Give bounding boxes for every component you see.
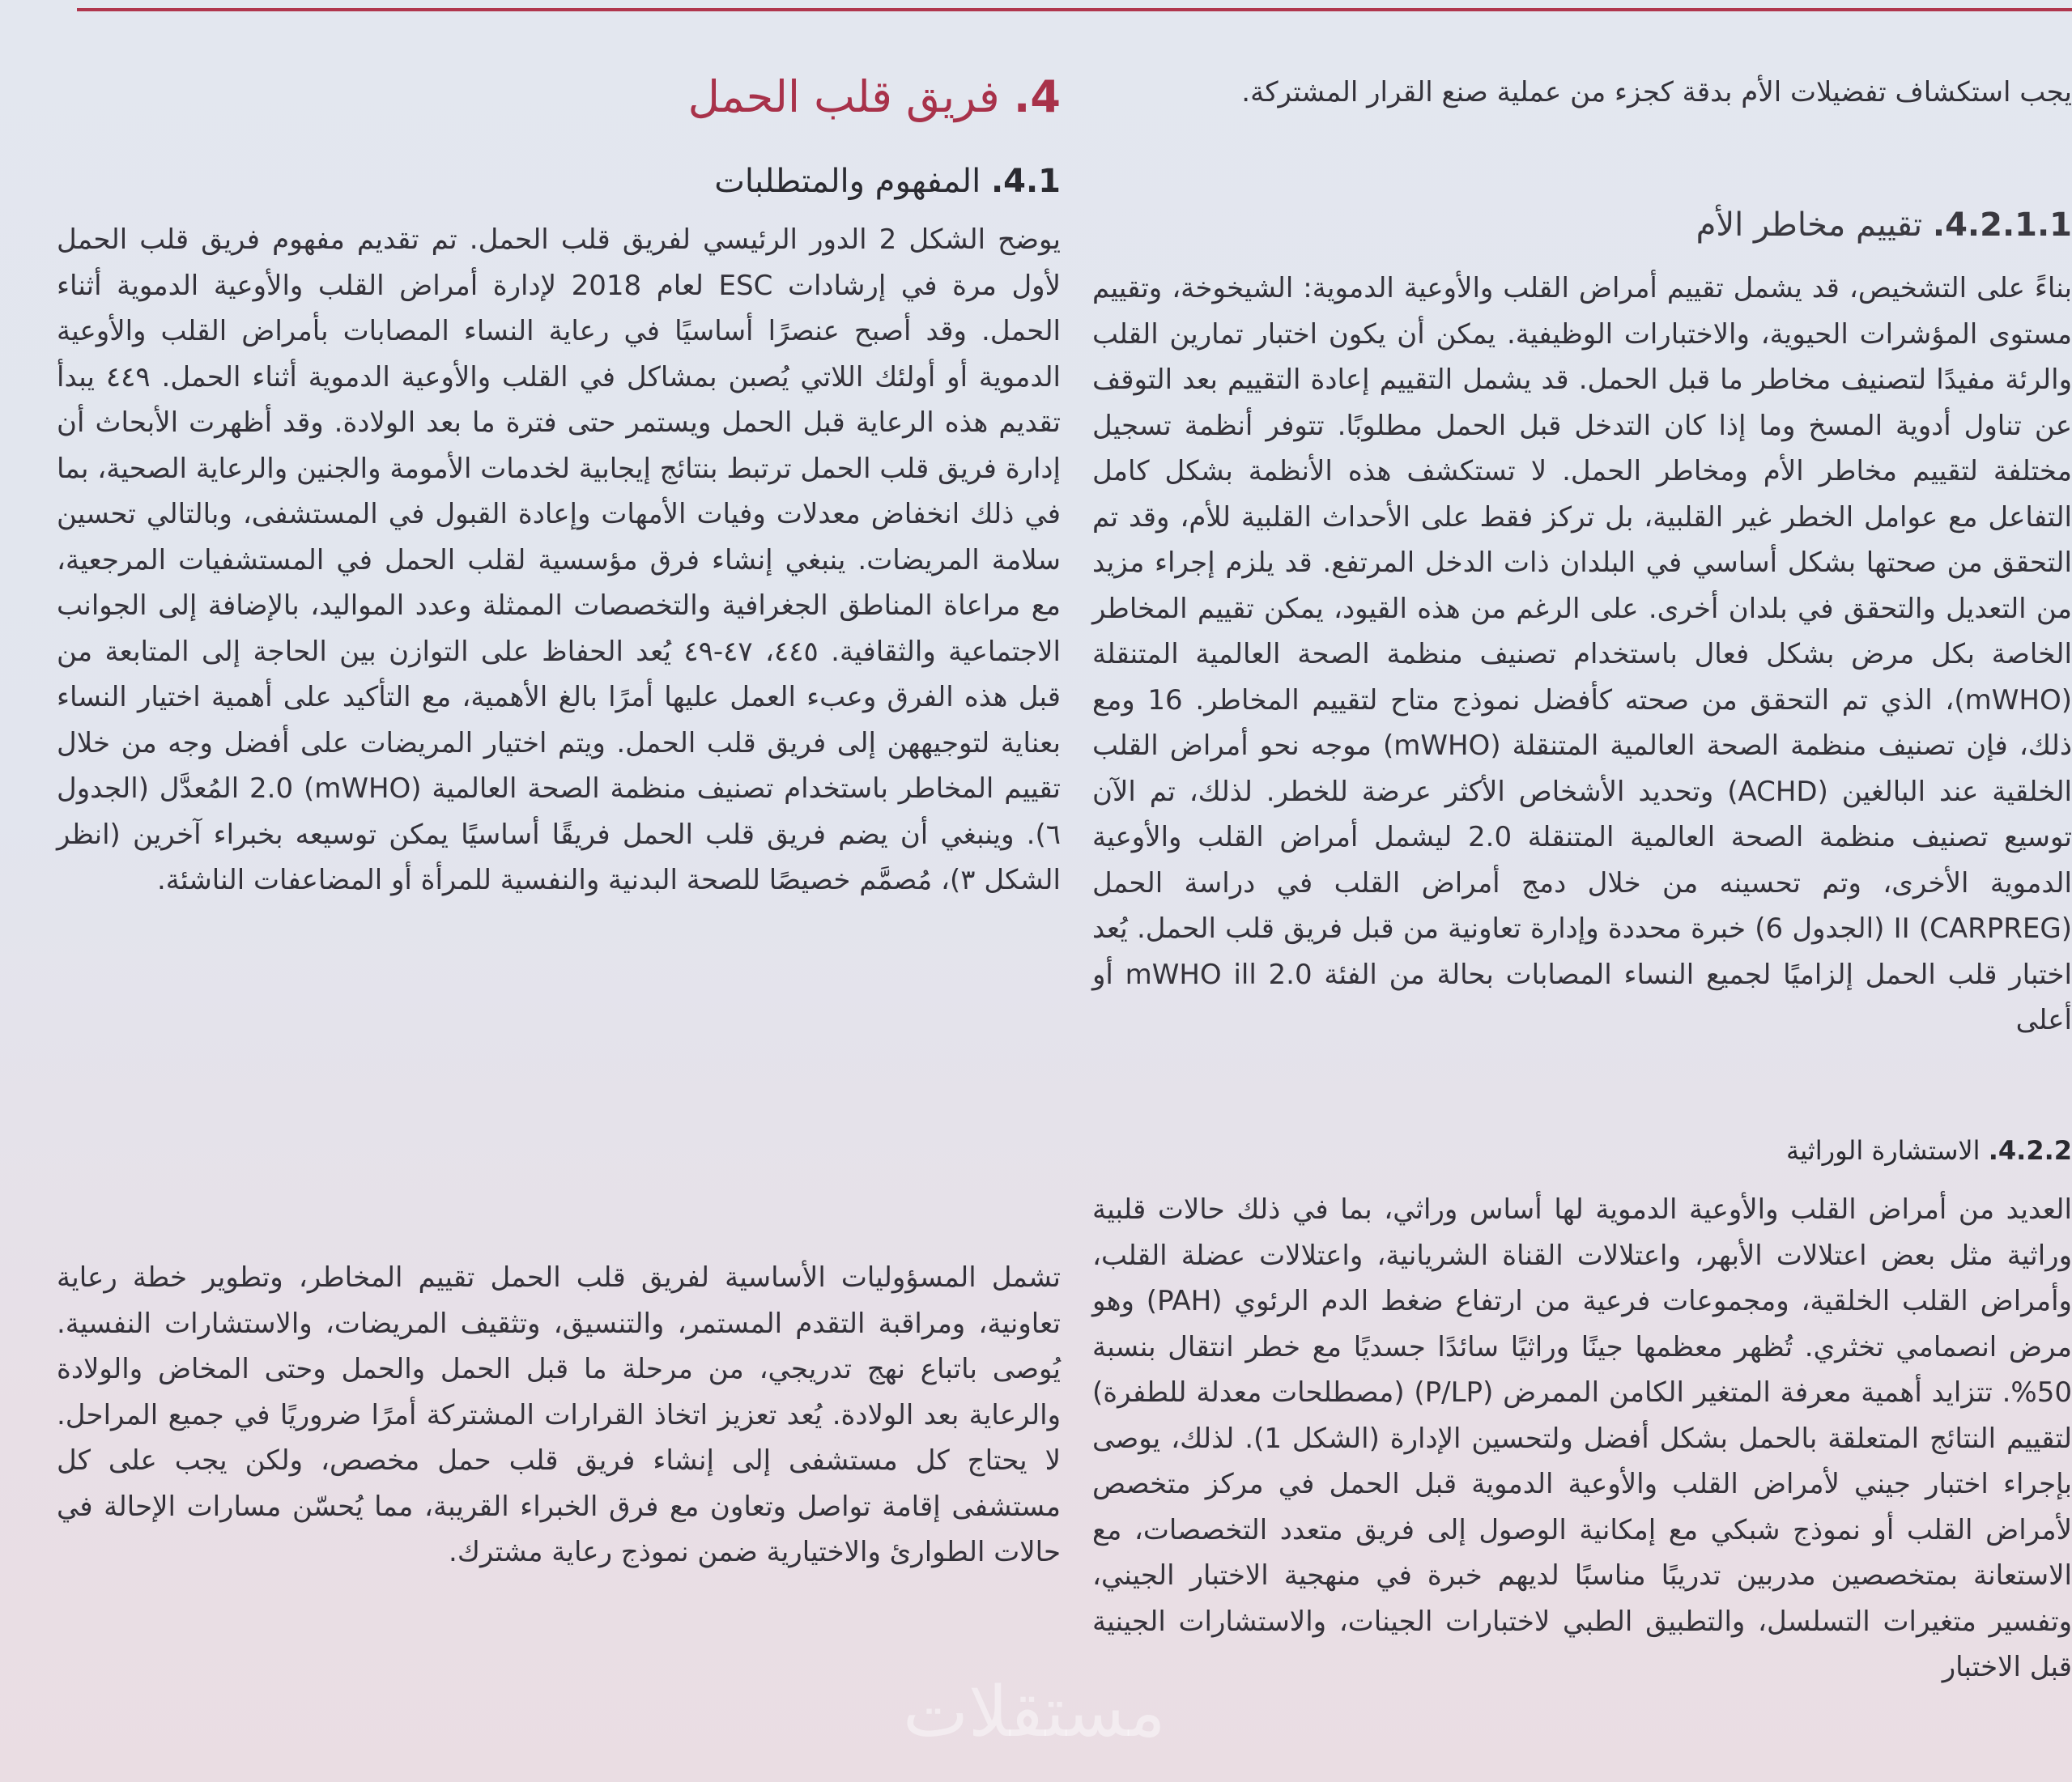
genetic-counselling-paragraph: العديد من أمراض القلب والأوعية الدموية لها أساس وراثي، بما في ذلك حالات قلبية وراثية مثل بعض اعتلالات الأبهر، واعتلالات القناة الشريانية، واعتلالات عضلة القلب، وأمراض القلب الخلقية، ومجموعات فرعية من ارتفاع ضغط الدم الرئوي (PAH) وهو مرض انصمامي تخثري. تُظهر معظمها جينًا وراثيًا سائدًا جسديًا مع خطر انتقال بنسبة 50%. تتزايد أهمية معرفة المتغير الكامن الممرض (P/LP) (مصطلحات معدلة للطفرة) لتقييم النتائج المتعلقة بالحمل بشكل أفضل ولتحسين الإدارة (الشكل 1). لذلك، يوصى بإجراء اختبار جيني لأمراض القلب والأوعية الدموية قبل الحمل في مركز متخصص لأمراض القلب أو نموذج شبكي مع إمكانية الوصول إلى فريق متعدد التخصصات، مع الاستعانة بمتخصصين مدربين تدريبًا مناسبًا لديهم خبرة في منهجية الاختبار الجيني، وتفسير متغيرات التسلسل، والتطبيق الطبي لاختبارات الجينات، والاستشارات الجينية قبل الاختبار bbox=[1092, 1193, 2072, 1683]
concept-paragraph-1: يوضح الشكل 2 الدور الرئيسي لفريق قلب الحمل. تم تقديم مفهوم فريق قلب الحمل لأول مرة في إرشادات ESC لعام 2018 لإدارة أمراض القلب والأوعية الدموية أثناء الحمل. وقد أصبح عنصرًا أساسيًا في رعاية النساء المصابات بأمراض القلب والأوعية الدموية أو أولئك اللاتي يُصبن بمشاكل في القلب والأوعية الدموية أثناء الحمل. ٤٤٩ يبدأ تقديم هذه الرعاية قبل الحمل ويستمر حتى فترة ما بعد الولادة. وقد أظهرت الأبحاث أن إدارة فريق قلب الحمل ترتبط بنتائج إيجابية لخدمات الأمومة والجنين والرعاية الصحية، بما في ذلك انخفاض معدلات وفيات الأمهات وإعادة القبول في المستشفى، وبالتالي تحسين سلامة المريضات. ينبغي إنشاء فرق مؤسسية لقلب الحمل في المستشفيات المرجعية، مع مراعاة المناطق الجغرافية والتخصصات الممثلة وعدد المواليد، بالإضافة إلى الجوانب الاجتماعية والثقافية. ٤٤٥، ٤٧-٤٩ يُعد الحفاظ على التوازن بين الحاجة إلى المتابعة من قبل هذه الفرق وعبء العمل عليها أمرًا بالغ الأهمية، مع التأكيد على أهمية اختيار النساء بعناية لتوجيههن إلى فريق قلب الحمل. ويتم اختيار المريضات على أفضل وجه من خلال تقييم المخاطر باستخدام تصنيف منظمة الصحة العالمية (mWHO) 2.0 المُعدَّل (الجدول ٦). وينبغي أن يضم فريق قلب الحمل فريقًا أساسيًا يمكن توسيعه بخبراء آخرين (انظر الشكل ٣)، مُصمَّم خصيصًا للصحة البدنية والنفسية للمرأة أو المضاعفات الناشئة. bbox=[57, 223, 1062, 896]
concept-paragraph-2: تشمل المسؤوليات الأساسية لفريق قلب الحمل تقييم المخاطر، وتطوير خطة رعاية تعاونية، ومراقبة التقدم المستمر، والتنسيق، وتثقيف المريضات، والاستشارات النفسية. يُوصى باتباع نهج تدريجي، من مرحلة ما قبل الحمل والحمل وحتى المخاض والولادة والرعاية بعد الولادة. يُعد تعزيز اتخاذ القرارات المشتركة أمرًا ضروريًا في جميع المراحل. لا يحتاج كل مستشفى إلى إنشاء فريق قلب حمل مخصص، ولكن يجب على كل مستشفى إقامة تواصل وتعاون مع فرق الخبراء القريبة، مما يُحسّن مسارات الإحالة في حالات الطوارئ والاختيارية ضمن نموذج رعاية مشترك. bbox=[57, 1261, 1061, 1568]
risk-assessment-paragraph: بناءً على التشخيص، قد يشمل تقييم أمراض القلب والأوعية الدموية: الشيخوخة، وتقييم مستوى المؤشرات الحيوية، والاختبارات الوظيفية. يمكن أن يكون اختبار تمارين القلب والرئة مفيدًا لتصنيف مخاطر ما قبل الحمل. قد يشمل التقييم إعادة التقييم بعد التوقف عن تناول أدوية المسخ وما إذا كان التدخل قبل الحمل مطلوبًا. تتوفر أنظمة تسجيل مختلفة لتقييم مخاطر الأم ومخاطر الحمل. لا تستكشف هذه الأنظمة بشكل كامل التفاعل مع عوامل الخطر غير القلبية، بل تركز فقط على الأحداث القلبية للأم، وقد تم التحقق من صحتها بشكل أساسي في البلدان ذات الدخل المرتفع. قد يلزم إجراء مزيد من التعديل والتحقق في بلدان أخرى. على الرغم من هذه القيود، يمكن تقييم المخاطر الخاصة بكل مرض بشكل فعال باستخدام تصنيف منظمة الصحة العالمية المتنقلة (mWHO)، الذي تم التحقق من صحته كأفضل نموذج متاح لتقييم المخاطر. 16 ومع ذلك، فإن تصنيف منظمة الصحة العالمية المتنقلة (mWHO) موجه نحو أمراض القلب الخلقية عند البالغين (ACHD) وتحديد الأشخاص الأكثر عرضة للخطر. لذلك، تم الآن توسيع تصنيف منظمة الصحة العالمية المتنقلة 2.0 ليشمل أمراض القلب والأوعية الدموية الأخرى، وتم تحسينه من خلال دمج أمراض القلب في دراسة الحمل (CARPREG) II (الجدول 6) خبرة محددة وإدارة تعاونية من قبل فريق قلب الحمل. يُعد اختبار قلب الحمل إلزاميًا لجميع النساء المصابات بحالة من الفئة mWHO ill 2.0 أو أعلى bbox=[1092, 272, 2072, 1036]
section-title-text: فريق قلب الحمل bbox=[687, 71, 1000, 122]
genetic-counselling-heading bbox=[1786, 1135, 2072, 1166]
subsection-number: 4.1. bbox=[990, 163, 1061, 200]
genetic-heading-number: 4.2.2. bbox=[1988, 1135, 2072, 1166]
risk-assessment-heading bbox=[1696, 206, 2072, 245]
subsection-title bbox=[714, 162, 1061, 201]
subsection-title-text: المفهوم والمتطلبات bbox=[714, 163, 981, 200]
left-column bbox=[57, 0, 1061, 1782]
risk-heading-number: 4.2.1.1. bbox=[1932, 206, 2072, 244]
right-column bbox=[1092, 0, 2072, 1782]
watermark: مستقلات bbox=[903, 1672, 1166, 1753]
section-number: 4. bbox=[1013, 71, 1061, 122]
section-title bbox=[688, 71, 1061, 124]
risk-heading-text: تقييم مخاطر الأم bbox=[1695, 206, 1923, 244]
genetic-heading-text: الاستشارة الوراثية bbox=[1786, 1135, 1981, 1166]
intro-paragraph: يجب استكشاف تفضيلات الأم بدقة كجزء من عملية صنع القرار المشتركة. bbox=[1241, 76, 2072, 108]
